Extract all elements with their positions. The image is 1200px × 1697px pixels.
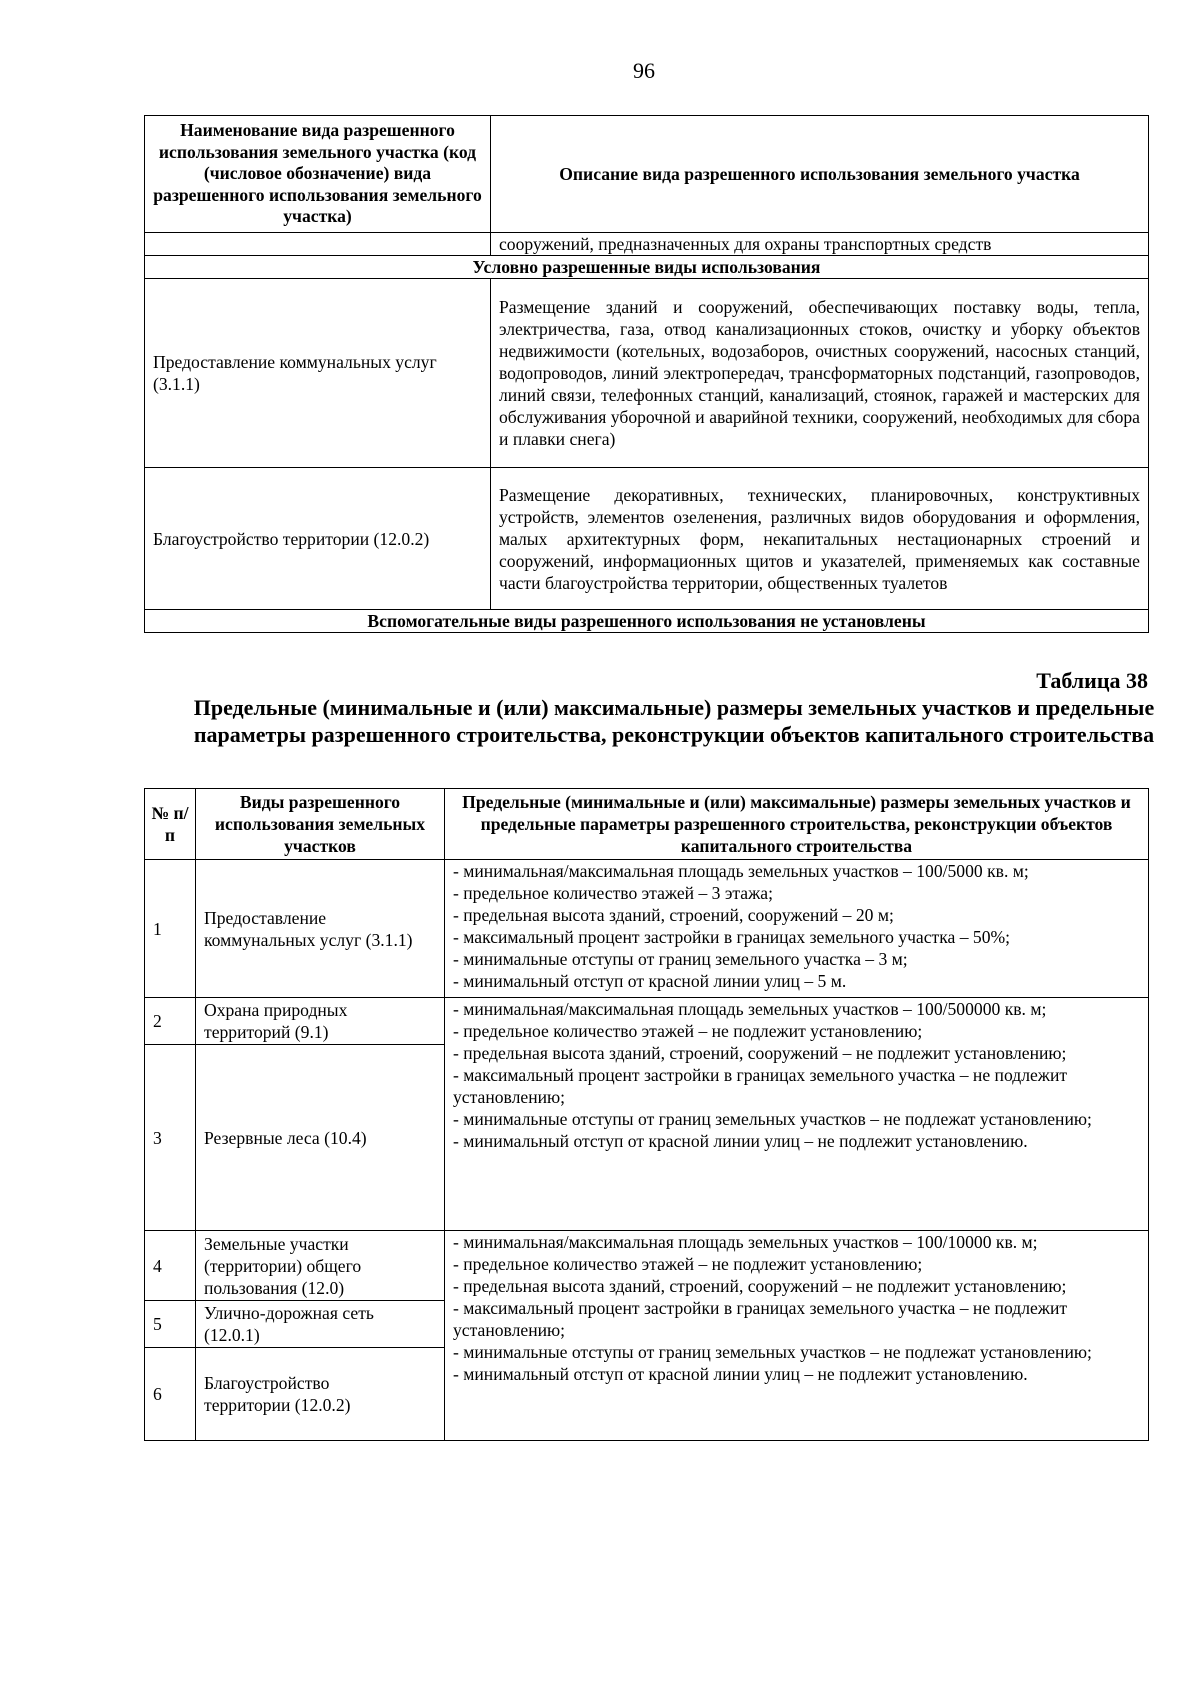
row-number: 3: [145, 1045, 196, 1231]
table-row: [145, 1231, 1149, 1301]
page-number: 96: [633, 58, 655, 83]
header-number-column: № п/п: [145, 789, 196, 860]
use-name-cell: Благоустройство территории (12.0.2): [145, 468, 491, 610]
limit-parameters-table: [144, 788, 1149, 1441]
param-line: - минимальная/максимальная площадь земельных участков – 100/10000 кв. м;: [453, 1232, 1038, 1252]
param-line: - минимальные отступы от границ земельных участков – не подлежат установлению;: [453, 1109, 1092, 1129]
param-line: - минимальный отступ от красной линии улиц – не подлежит установлению.: [453, 1364, 1028, 1384]
table-caption-title: Предельные (минимальные и (или) максимальные) размеры земельных участков и предельные параметры разрешенного строительства, реконструкции объектов капитального строительства: [193, 695, 1155, 747]
conditional-use-header: Условно разрешенные виды использования: [145, 256, 1149, 279]
empty-cell: [145, 233, 491, 256]
param-line: - предельное количество этажей – не подлежит установлению;: [453, 1254, 923, 1274]
use-description-cell: Размещение декоративных, технических, планировочных, конструктивных устройств, элементов озеленения, различных видов оборудования и оформления, малых архитектурных форм, некапитальных нестационарных строений и сооружений, информационных щитов и указателей, применяемых как составные части благоустройства территории, общественных туалетов: [491, 468, 1149, 610]
table-header-row: [145, 116, 1149, 233]
header-params-column: Предельные (минимальные и (или) максимальные) размеры земельных участков и предельные параметры разрешенного строительства, реконструкции объектов капитального строительства: [445, 789, 1149, 860]
continuation-text: сооружений, предназначенных для охраны транспортных средств: [491, 233, 1149, 256]
param-line: - максимальный процент застройки в границах земельного участка – 50%;: [453, 927, 1011, 947]
param-line: - минимальная/максимальная площадь земельных участков – 100/500000 кв. м;: [453, 999, 1047, 1019]
use-description-cell: Размещение зданий и сооружений, обеспечивающих поставку воды, тепла, электричества, газа, отвод канализационных стоков, очистку и уборку объектов недвижимости (котельных, водозаборов, очистных сооружений, насосных станций, водопроводов, линий электропередач, трансформаторных подстанций, газопроводов, линий связи, телефонных станций, канализаций, стоянок, гаражей и мастерских для обслуживания уборочной и аварийной техники, сооружений, необходимых для сбора и плавки снега): [491, 279, 1149, 468]
row-number: 2: [145, 998, 196, 1045]
table-row: [145, 998, 1149, 1045]
row-number: 4: [145, 1231, 196, 1301]
param-line: - предельное количество этажей – не подлежит установлению;: [453, 1021, 923, 1041]
table-row: [145, 233, 1149, 256]
table-row: [145, 860, 1149, 998]
land-use-types-table: [144, 115, 1149, 633]
row-kind: Предоставление коммунальных услуг (3.1.1): [196, 860, 445, 998]
section-footer-row: [145, 610, 1149, 633]
params-cell: [445, 1231, 1149, 1441]
row-kind: Резервные леса (10.4): [196, 1045, 445, 1231]
param-line: - предельная высота зданий, строений, сооружений – не подлежит установлению;: [453, 1043, 1067, 1063]
table-row: [145, 468, 1149, 610]
param-line: - минимальные отступы от границ земельного участка – 3 м;: [453, 949, 908, 969]
params-cell: [445, 998, 1149, 1231]
row-kind: Земельные участки (территории) общего пользования (12.0): [196, 1231, 445, 1301]
header-name-column: Наименование вида разрешенного использования земельного участка (код (числовое обозначение) вида разрешенного использования земельного участка): [145, 116, 491, 233]
param-line: - предельная высота зданий, строений, сооружений – не подлежит установлению;: [453, 1276, 1067, 1296]
param-line: - предельная высота зданий, строений, сооружений – 20 м;: [453, 905, 894, 925]
row-number: 6: [145, 1348, 196, 1441]
row-number: 5: [145, 1301, 196, 1348]
row-kind: Улично-дорожная сеть (12.0.1): [196, 1301, 445, 1348]
param-line: - максимальный процент застройки в границах земельного участка – не подлежит установлению;: [453, 1065, 1068, 1107]
param-line: - минимальные отступы от границ земельных участков – не подлежат установлению;: [453, 1342, 1092, 1362]
header-description-column: Описание вида разрешенного использования земельного участка: [491, 116, 1149, 233]
use-name-cell: Предоставление коммунальных услуг (3.1.1): [145, 279, 491, 468]
param-line: - максимальный процент застройки в границах земельного участка – не подлежит установлению;: [453, 1298, 1068, 1340]
row-kind: Благоустройство территории (12.0.2): [196, 1348, 445, 1441]
table-row: [145, 279, 1149, 468]
param-line: - минимальная/максимальная площадь земельных участков – 100/5000 кв. м;: [453, 861, 1029, 881]
params-cell: [445, 860, 1149, 998]
table-caption-number: Таблица 38: [1036, 668, 1148, 693]
header-kind-column: Виды разрешенного использования земельных участков: [196, 789, 445, 860]
table-header-row: [145, 789, 1149, 860]
section-header-row: [145, 256, 1149, 279]
row-kind: Охрана природных территорий (9.1): [196, 998, 445, 1045]
param-line: - предельное количество этажей – 3 этажа;: [453, 883, 773, 903]
auxiliary-use-footer: Вспомогательные виды разрешенного использования не установлены: [145, 610, 1149, 633]
row-number: 1: [145, 860, 196, 998]
param-line: - минимальный отступ от красной линии улиц – 5 м.: [453, 971, 847, 991]
param-line: - минимальный отступ от красной линии улиц – не подлежит установлению.: [453, 1131, 1028, 1151]
